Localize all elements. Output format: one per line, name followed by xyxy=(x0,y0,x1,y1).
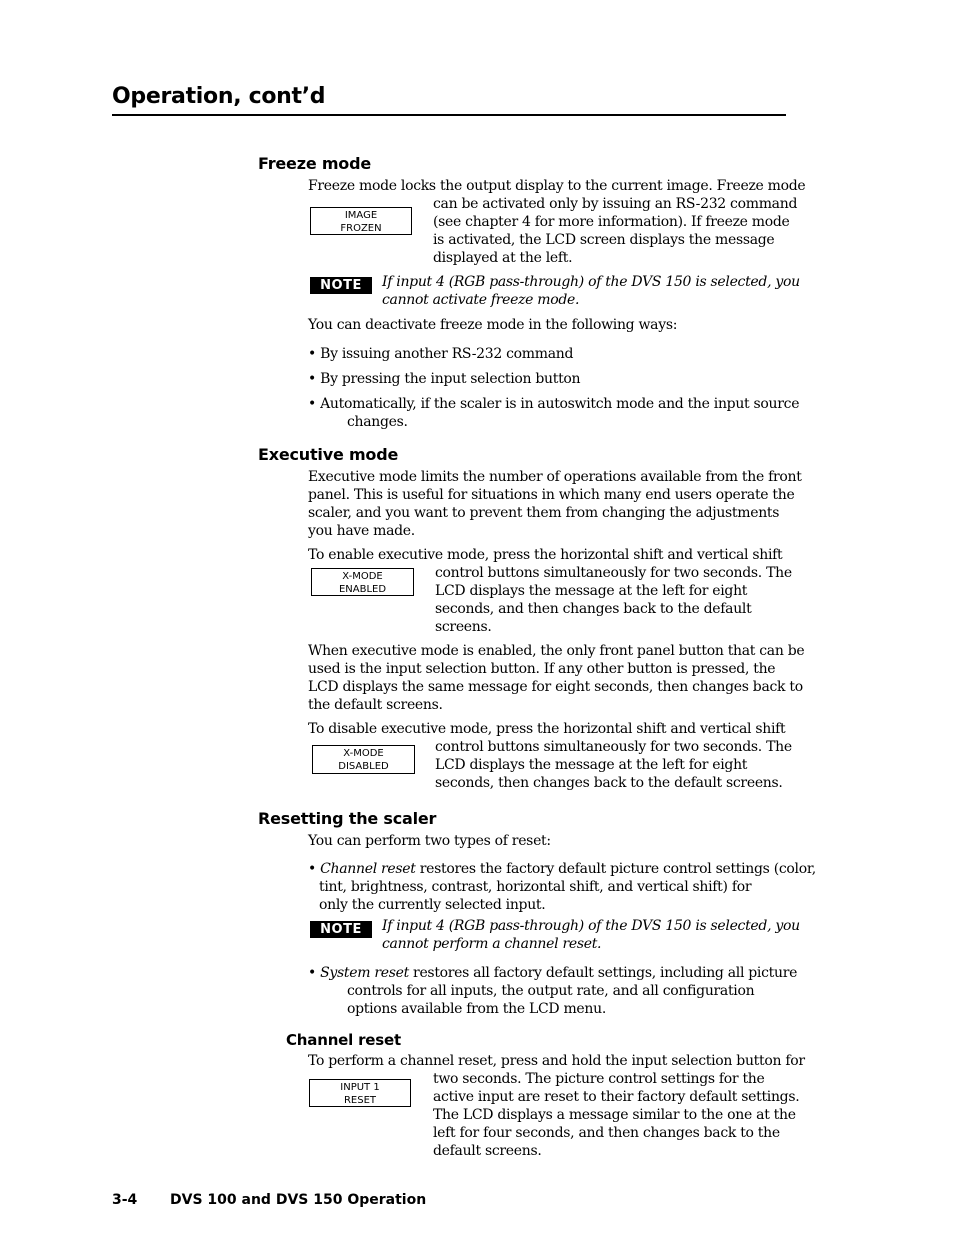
enable-body xyxy=(435,564,792,636)
text-line: left for four seconds, and then changes back to the xyxy=(433,1125,780,1141)
resetting-heading: Resetting the scaler xyxy=(258,809,437,828)
note-line: If input 4 (RGB pass-through) of the DVS 150 is selected, you xyxy=(382,274,800,290)
footer-title: DVS 100 and DVS 150 Operation xyxy=(170,1192,427,1208)
text-line: two seconds. The picture control settings for the xyxy=(433,1071,765,1087)
lcd-line: INPUT 1 xyxy=(340,1082,380,1093)
disable-body xyxy=(435,738,792,792)
page-title: Operation, cont’d xyxy=(112,84,326,109)
header-rule xyxy=(112,114,786,116)
bullet-text-rest: restores the factory default picture control settings (color, xyxy=(415,861,816,877)
reset-note-text xyxy=(382,917,800,953)
lcd-display-x-mode-enabled xyxy=(311,568,414,596)
channel-reset-line1: To perform a channel reset, press and hold the input selection button for xyxy=(308,1053,805,1069)
freeze-intro-line1: Freeze mode locks the output display to the current image. Freeze mode xyxy=(308,178,806,194)
text-line: seconds, and then changes back to the default xyxy=(435,601,752,617)
text-line: control buttons simultaneously for two seconds. The xyxy=(435,565,792,581)
text-line: you have made. xyxy=(308,523,415,539)
lcd-line: ENABLED xyxy=(338,584,387,595)
note-line: cannot activate freeze mode. xyxy=(382,292,580,308)
text-line: LCD displays the message at the left for eight xyxy=(435,583,748,599)
lcd-display-image-frozen xyxy=(310,207,412,235)
text-line: used is the input selection button. If any other button is pressed, the xyxy=(308,661,776,677)
list-item: • By issuing another RS-232 command xyxy=(308,346,574,362)
text-line: control buttons simultaneously for two seconds. The xyxy=(435,739,792,755)
enable-line1: To enable executive mode, press the horizontal shift and vertical shift xyxy=(308,547,783,563)
channel-reset-term: Channel reset xyxy=(320,861,416,877)
list-item xyxy=(308,395,799,431)
freeze-mode-heading: Freeze mode xyxy=(258,154,372,173)
text-line: default screens. xyxy=(433,1143,542,1159)
freeze-intro-body xyxy=(433,195,797,267)
text-line: screens. xyxy=(435,619,492,635)
lcd-line: X-MODE xyxy=(342,571,383,582)
text-line: can be activated only by issuing an RS-232 command xyxy=(433,196,798,212)
lcd-line: FROZEN xyxy=(340,223,382,234)
channel-reset-body xyxy=(433,1070,799,1160)
lcd-display-x-mode-disabled xyxy=(312,745,415,774)
bullet-continuation: tint, brightness, contrast, horizontal shift, and vertical shift) for xyxy=(319,879,752,895)
text-line: is activated, the LCD screen displays the message xyxy=(433,232,775,248)
text-line: the default screens. xyxy=(308,697,443,713)
list-item: • By pressing the input selection button xyxy=(308,371,581,387)
note-line: cannot perform a channel reset. xyxy=(382,936,602,952)
note-badge: NOTE xyxy=(310,277,372,294)
bullet-text: • Channel reset restores the factory default picture control settings (color, xyxy=(308,861,816,877)
reset-intro: You can perform two types of reset: xyxy=(308,833,551,849)
lcd-display-input-1-reset xyxy=(309,1079,411,1107)
text-line: When executive mode is enabled, the only front panel button that can be xyxy=(308,643,805,659)
lcd-line: DISABLED xyxy=(338,761,389,772)
executive-intro xyxy=(308,468,802,540)
list-item xyxy=(308,964,797,1018)
bullet-text: • Automatically, if the scaler is in autoswitch mode and the input source xyxy=(308,396,800,412)
text-line: LCD displays the same message for eight seconds, then changes back to xyxy=(308,679,803,695)
system-reset-term: System reset xyxy=(320,965,409,981)
text-line: The LCD displays a message similar to the one at the xyxy=(433,1107,796,1123)
text-line: panel. This is useful for situations in which many end users operate the xyxy=(308,487,795,503)
text-line: (see chapter 4 for more information). If freeze mode xyxy=(433,214,790,230)
note-line: If input 4 (RGB pass-through) of the DVS 150 is selected, you xyxy=(382,918,800,934)
text-line: Executive mode limits the number of operations available from the front xyxy=(308,469,802,485)
bullet-continuation: controls for all inputs, the output rate, and all configuration xyxy=(347,983,755,999)
text-line: active input are reset to their factory default settings. xyxy=(433,1089,800,1105)
text-line: scaler, and you want to prevent them from changing the adjustments xyxy=(308,505,780,521)
page-number: 3-4 xyxy=(112,1192,138,1208)
disable-line1: To disable executive mode, press the horizontal shift and vertical shift xyxy=(308,721,786,737)
bullet-text: • System reset restores all factory default settings, including all picture xyxy=(308,965,798,981)
lcd-line: RESET xyxy=(343,1095,377,1106)
list-item xyxy=(308,860,816,914)
bullet-text-rest: restores all factory default settings, including all picture xyxy=(408,965,798,981)
lcd-line: X-MODE xyxy=(343,748,384,759)
enabled-paragraph xyxy=(308,642,804,714)
text-line: seconds, then changes back to the default screens. xyxy=(435,775,783,791)
executive-mode-heading: Executive mode xyxy=(258,445,399,464)
bullet-continuation: only the currently selected input. xyxy=(319,897,546,913)
channel-reset-heading: Channel reset xyxy=(286,1031,401,1049)
freeze-deactivate-text: You can deactivate freeze mode in the following ways: xyxy=(308,317,678,333)
note-badge: NOTE xyxy=(310,921,372,938)
lcd-line: IMAGE xyxy=(344,210,378,221)
freeze-note-text xyxy=(382,273,800,309)
text-line: displayed at the left. xyxy=(433,250,573,266)
text-line: LCD displays the message at the left for eight xyxy=(435,757,748,773)
bullet-continuation: changes. xyxy=(347,414,408,430)
bullet-continuation: options available from the LCD menu. xyxy=(347,1001,606,1017)
